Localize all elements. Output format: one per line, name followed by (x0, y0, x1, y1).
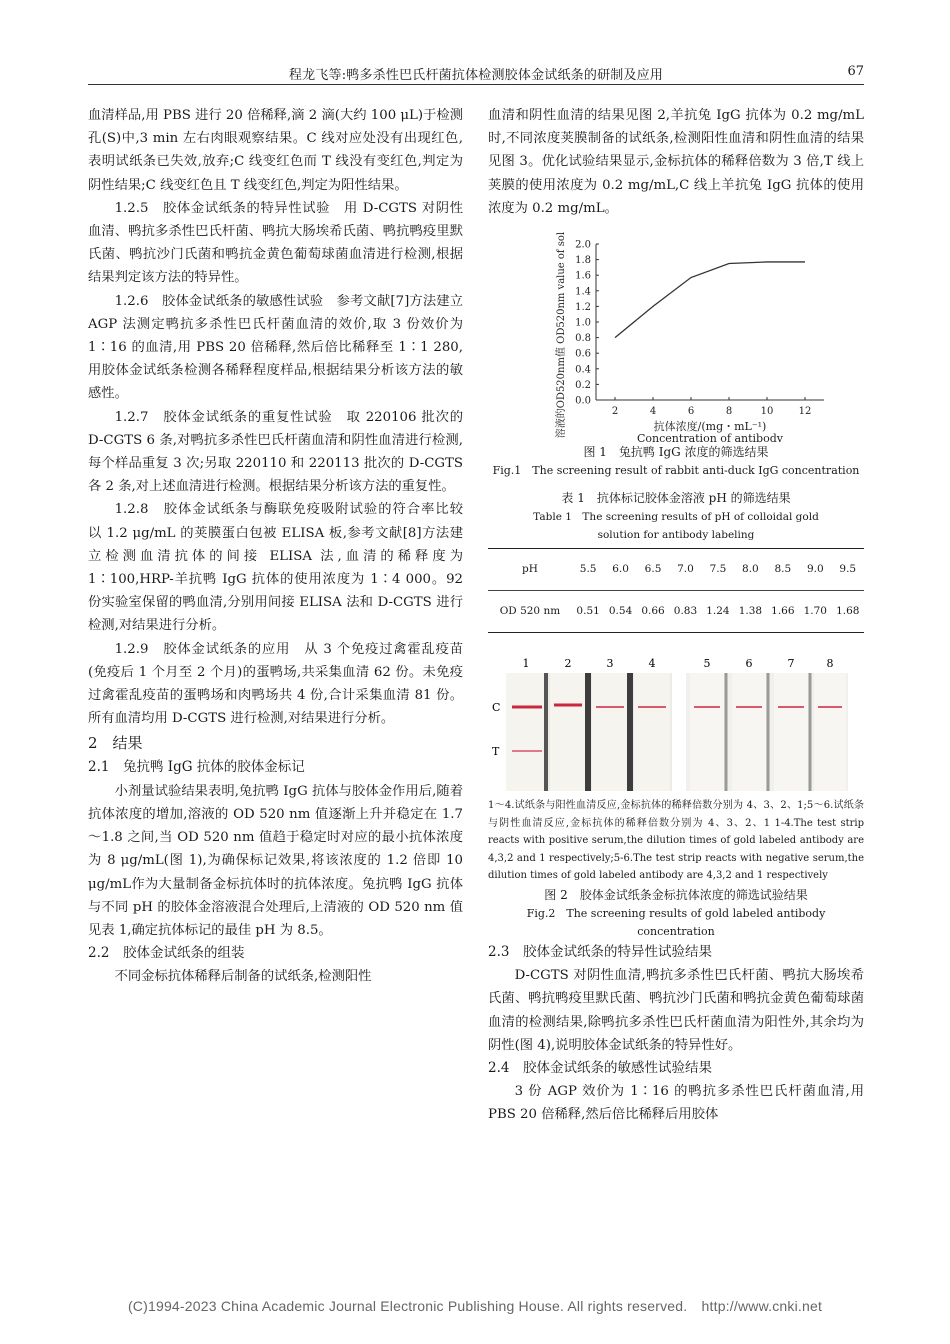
y-axis-label: 溶液的OD520nm值 OD520nm value of solution (556, 232, 567, 439)
y-tick-label: 0.0 (575, 395, 591, 407)
figure-2-strip-photo (488, 655, 864, 795)
od-cell: 0.54 (604, 591, 636, 633)
table-row (488, 591, 864, 633)
strip-5 (690, 673, 726, 791)
strip-number-label: 1 (522, 657, 530, 671)
ph-cell: 7.0 (669, 549, 701, 591)
strip-number-label: 6 (745, 657, 753, 671)
y-tick-label: 1.2 (575, 301, 591, 313)
figure-2-caption-en: Fig.2 The screening results of gold labeled antibody concentration (526, 906, 826, 938)
section-1-2-6: 1.2.6 胶体金试纸条的敏感性试验 参考文献[7]方法建立 AGP 法测定鸭抗多杀性巴氏杆菌血清的效价,取 3 份效价为 1∶16 的血清,用 PBS 20 倍稀释,然后倍比稀释至 1∶1 280,用胶体金试纸条检测各稀释程度样品,根据结果分析该方法的敏感性。 (88, 293, 463, 402)
y-tick-label: 0.8 (575, 333, 591, 345)
c-line-label: C (492, 701, 501, 715)
figure-1-chart (488, 232, 864, 442)
ph-cell: 7.5 (702, 549, 734, 591)
y-tick-label: 1.6 (575, 270, 591, 282)
od-cell: 1.68 (832, 591, 864, 633)
od-cell: 0.51 (572, 591, 604, 633)
strip-6 (732, 673, 768, 791)
ph-cell: 5.5 (572, 549, 604, 591)
od-line-chart (488, 232, 864, 442)
od-cell: 0.66 (637, 591, 669, 633)
section-1-2-7: 1.2.7 胶体金试纸条的重复性试验 取 220106 批次的 D-CGTS 6 条,对鸭抗多杀性巴氏杆菌血清和阴性血清进行检测,每个样品重复 3 次;另取 220110 和 220113 批次的 D-CGTS 各 2 条,对上述血清进行检测。根据结果分析该方法的重复性。 (88, 409, 463, 495)
right-column (488, 104, 864, 1127)
x-tick-label: 2 (611, 406, 619, 418)
paragraph-2-2: 不同金标抗体稀释后制备的试纸条,检测阳性 (114, 969, 372, 985)
page-header (88, 62, 864, 85)
strip-number-label: 8 (826, 657, 834, 671)
ph-cell: 6.0 (604, 549, 636, 591)
y-tick-label: 0.4 (575, 364, 591, 376)
strip-2 (550, 673, 588, 791)
x-tick-label: 6 (687, 406, 695, 418)
strip-number-label: 2 (564, 657, 572, 671)
figure-1-caption-cn: 图 1 兔抗鸭 IgG 浓度的筛选结果 (583, 445, 769, 460)
x-tick-label: 10 (760, 406, 774, 418)
y-tick-label: 1.4 (575, 286, 591, 298)
table-1 (488, 548, 864, 633)
section-1-2-9: 1.2.9 胶体金试纸条的应用 从 3 个免疫过禽霍乱疫苗(免疫后 1 个月至 2 个月)的蛋鸭场,共采集血清 62 份。未免疫过禽霍乱疫苗的蛋鸭场和肉鸭场共 4 份,合计采集血清 81 份。所有血清均用 D-CGTS 进行检测,对结果进行分析。 (88, 641, 463, 727)
x-tick-label: 12 (798, 406, 812, 418)
y-tick-label: 0.6 (575, 348, 591, 360)
strip-number-label: 5 (703, 657, 711, 671)
od-cell: 1.24 (702, 591, 734, 633)
x-tick-label: 8 (725, 406, 733, 418)
heading-2-1: 2.1 兔抗鸭 IgG 抗体的胶体金标记 (88, 759, 305, 776)
ph-cell: 9.5 (832, 549, 864, 591)
figure-2-note: 1～4.试纸条与阳性血清反应,金标抗体的稀释倍数分别为 4、3、2、1;5～6.试纸条与阴性血清反应,金标抗体的稀释倍数分别为 4、3、2、1 1-4.The test strip reacts with positive serum,the dilution times of gold labeled antibody are 4,3,2 and 1 respectively;5-6.The test strip reacts with negative serum,the dilution times of gold labeled antibody are 4,3,2 and 1 respectively (488, 800, 864, 882)
y-tick-label: 2.0 (575, 239, 591, 251)
series-line (615, 262, 805, 338)
t-line-label: T (492, 745, 500, 759)
table-1-caption-en-2: solution for antibody labeling (597, 529, 755, 542)
od-cell: 0.83 (669, 591, 701, 633)
strip-number-label: 4 (648, 657, 656, 671)
test-strip-photo (488, 655, 864, 795)
table-row (488, 549, 864, 591)
table-1-caption-en-1: Table 1 The screening results of pH of colloidal gold (533, 511, 819, 524)
section-1-2-8: 1.2.8 胶体金试纸条与酶联免疫吸附试验的符合率比较 以 1.2 μg/mL 的荚膜蛋白包被 ELISA 板,参考文献[8]方法建立检测血清抗体的间接 ELISA 法,血清的稀释度为 1∶100,HRP-羊抗鸭 IgG 抗体的使用浓度为 1∶4 000。92 份实验室保留的鸭血清,分别用间接 ELISA 法和 D-CGTS 进行检测,对结果进行分析。 (88, 502, 477, 634)
heading-results: 2 结果 (88, 734, 143, 753)
paragraph: 血清样品,用 PBS 进行 20 倍稀释,滴 2 滴(大约 100 μL)于检测孔(S)中,3 min 左右肉眼观察结果。C 线对应处没有出现红色,表明试纸条已失效,放弃;C 线变红色而 T 线没有变红色,判定为阴性结果;C 线变红色且 T 线变红色,判定为阳性结果。 (88, 108, 463, 193)
row-label-od: OD 520 nm (488, 591, 572, 633)
y-tick-label: 0.2 (575, 379, 591, 391)
heading-2-4: 2.4 胶体金试纸条的敏感性试验结果 (488, 1059, 712, 1076)
y-tick-label: 1.0 (575, 317, 591, 329)
heading-2-3: 2.3 胶体金试纸条的特异性试验结果 (488, 943, 712, 960)
strip-1 (506, 673, 546, 791)
paragraph-2-1: 小剂量试验结果表明,兔抗鸭 IgG 抗体与胶体金作用后,随着抗体浓度的增加,溶液的 OD 520 nm 值逐渐上升并稳定在 1.7～1.8 之间,当 OD 520 nm 值趋于稳定时对应的最小抗体浓度为 8 μg/mL(图 1),为确保标记效果,将该浓度的 1.2 倍即 10 μg/mL作为大量制备金标抗体时的抗体浓度。兔抗鸭 IgG 抗体与不同 pH 的胶体金溶液混合处理后,上清液的 OD 520 nm 值见表 1,确定抗体标记的最佳 pH 为 8.5。 (88, 783, 463, 938)
copyright-footer: (C)1994-2023 China Academic Journal Electronic Publishing House. All rights reserved. http://www.cnki.net (127, 1298, 823, 1314)
strip-8 (814, 673, 846, 791)
figure-1-caption-en: Fig.1 The screening result of rabbit anti-duck IgG concentration (492, 464, 860, 478)
left-column (88, 104, 477, 989)
running-title: 程龙飞等:鸭多杀性巴氏杆菌抗体检测胶体金试纸条的研制及应用 (288, 68, 664, 83)
x-axis-label-en: Concentration of antibody (637, 432, 783, 443)
strip-4 (634, 673, 670, 791)
y-tick-label: 1.8 (575, 255, 591, 267)
paragraph: 血清和阴性血清的结果见图 2,羊抗兔 IgG 抗体为 0.2 mg/mL 时,不同浓度荚膜制备的试纸条,检测阳性血清和阴性血清的结果见图 3。优化试验结果显示,金标抗体的稀释倍数为 3 倍,T 线上荚膜的使用浓度为 0.2 mg/mL,C 线上羊抗兔 IgG 抗体的使用浓度为 0.2 mg/mL。 (488, 108, 864, 216)
strip-number-label: 7 (787, 657, 795, 671)
ph-cell: 8.5 (767, 549, 799, 591)
heading-2-2: 2.2 胶体金试纸条的组装 (88, 945, 245, 962)
x-axis-label-cn: 抗体浓度/(mg・mL⁻¹) (653, 420, 767, 434)
paragraph-2-4: 3 份 AGP 效价为 1∶16 的鸭抗多杀性巴氏杆菌血清,用 PBS 20 倍稀释,然后倍比稀释后用胶体 (488, 1084, 864, 1123)
ph-cell: 6.5 (637, 549, 669, 591)
section-1-2-5: 1.2.5 胶体金试纸条的特异性试验 用 D-CGTS 对阴性血清、鸭抗多杀性巴氏杆菌、鸭抗大肠埃希氏菌、鸭抗鸭疫里默氏菌、鸭抗沙门氏菌和鸭抗金黄色葡萄球菌血清进行检测,根据结果判定该方法的特异性。 (88, 200, 463, 286)
row-label-ph: pH (488, 549, 572, 591)
ph-cell: 8.0 (734, 549, 766, 591)
strip-number-label: 3 (606, 657, 614, 671)
x-tick-label: 4 (649, 406, 657, 418)
figure-2-caption-cn: 图 2 胶体金试纸条金标抗体浓度的筛选试验结果 (544, 887, 808, 902)
page-number: 67 (847, 64, 864, 79)
paragraph-2-3: D-CGTS 对阴性血清,鸭抗多杀性巴氏杆菌、鸭抗大肠埃希氏菌、鸭抗鸭疫里默氏菌、鸭抗沙门氏菌和鸭抗金黄色葡萄球菌血清的检测结果,除鸭抗多杀性巴氏杆菌血清为阳性外,其余均为阴性(图 4),说明胶体金试纸条的特异性好。 (488, 968, 864, 1053)
table-1-caption-cn: 表 1 抗体标记胶体金溶液 pH 的筛选结果 (561, 491, 791, 506)
od-cell: 1.70 (799, 591, 831, 633)
strip-3 (592, 673, 630, 791)
strip-7 (774, 673, 810, 791)
ph-cell: 9.0 (799, 549, 831, 591)
od-cell: 1.66 (767, 591, 799, 633)
od-cell: 1.38 (734, 591, 766, 633)
